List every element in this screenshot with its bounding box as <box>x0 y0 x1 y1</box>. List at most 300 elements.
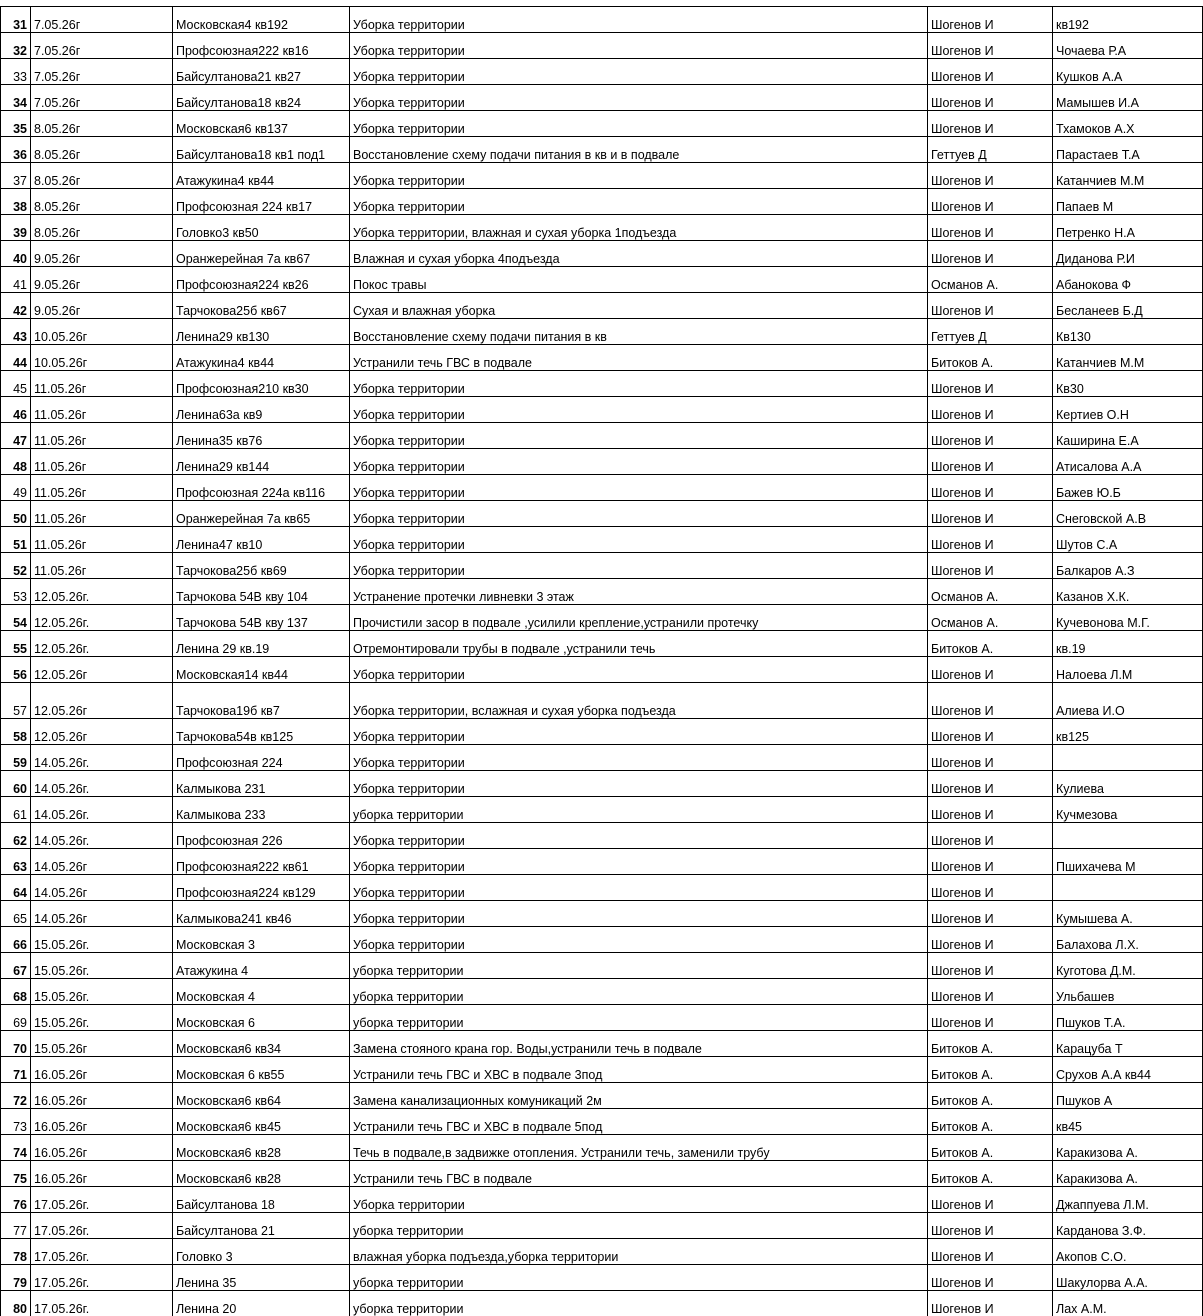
date-cell[interactable]: 14.05.26г <box>31 849 173 875</box>
resident-cell[interactable]: Кучевонова М.Г. <box>1053 605 1203 631</box>
date-cell[interactable]: 12.05.26г <box>31 719 173 745</box>
address-cell[interactable]: Тарчокова25б кв69 <box>173 553 350 579</box>
row-number-cell[interactable]: 77 <box>1 1213 31 1239</box>
work-description-cell[interactable]: Уборка территории <box>350 823 928 849</box>
row-number-cell[interactable]: 63 <box>1 849 31 875</box>
date-cell[interactable]: 14.05.26г <box>31 901 173 927</box>
worker-cell[interactable]: Шогенов И <box>928 823 1053 849</box>
resident-cell[interactable]: Кулиева <box>1053 771 1203 797</box>
address-cell[interactable]: Тарчокова25б кв67 <box>173 293 350 319</box>
row-number-cell[interactable]: 78 <box>1 1239 31 1265</box>
work-description-cell[interactable]: Устранили течь ГВС в подвале <box>350 345 928 371</box>
work-description-cell[interactable]: Сухая и влажная уборка <box>350 293 928 319</box>
address-cell[interactable]: Ленина29 кв130 <box>173 319 350 345</box>
address-cell[interactable]: Московская 4 <box>173 979 350 1005</box>
resident-cell[interactable]: Джаппуева Л.М. <box>1053 1187 1203 1213</box>
row-number-cell[interactable]: 64 <box>1 875 31 901</box>
address-cell[interactable]: Ленина 20 <box>173 1291 350 1316</box>
row-number-cell[interactable]: 73 <box>1 1109 31 1135</box>
date-cell[interactable]: 9.05.26г <box>31 241 173 267</box>
row-number-cell[interactable]: 68 <box>1 979 31 1005</box>
date-cell[interactable]: 12.05.26г. <box>31 579 173 605</box>
work-description-cell[interactable]: Течь в подвале,в задвижке отопления. Устранили течь, заменили трубу <box>350 1135 928 1161</box>
row-number-cell[interactable]: 42 <box>1 293 31 319</box>
worker-cell[interactable]: Битоков А. <box>928 631 1053 657</box>
address-cell[interactable]: Московская14 кв44 <box>173 657 350 683</box>
resident-cell[interactable]: Мамышев И.А <box>1053 85 1203 111</box>
row-number-cell[interactable]: 80 <box>1 1291 31 1316</box>
date-cell[interactable]: 15.05.26г. <box>31 927 173 953</box>
date-cell[interactable]: 16.05.26г <box>31 1109 173 1135</box>
address-cell[interactable]: Калмыкова 231 <box>173 771 350 797</box>
worker-cell[interactable]: Шогенов И <box>928 397 1053 423</box>
address-cell[interactable]: Московская6 кв137 <box>173 111 350 137</box>
worker-cell[interactable]: Шогенов И <box>928 527 1053 553</box>
resident-cell[interactable]: Петренко Н.А <box>1053 215 1203 241</box>
date-cell[interactable]: 15.05.26г <box>31 1031 173 1057</box>
worker-cell[interactable]: Шогенов И <box>928 33 1053 59</box>
resident-cell[interactable]: Снеговской А.В <box>1053 501 1203 527</box>
resident-cell[interactable] <box>1053 745 1203 771</box>
work-description-cell[interactable]: Влажная и сухая уборка 4подъезда <box>350 241 928 267</box>
resident-cell[interactable]: Пшуков А <box>1053 1083 1203 1109</box>
date-cell[interactable]: 7.05.26г <box>31 33 173 59</box>
row-number-cell[interactable]: 31 <box>1 7 31 33</box>
date-cell[interactable]: 16.05.26г <box>31 1135 173 1161</box>
date-cell[interactable]: 11.05.26г <box>31 423 173 449</box>
date-cell[interactable]: 8.05.26г <box>31 137 173 163</box>
worker-cell[interactable]: Битоков А. <box>928 1057 1053 1083</box>
work-description-cell[interactable]: Устранили течь ГВС и ХВС в подвале 3под <box>350 1057 928 1083</box>
resident-cell[interactable]: Алиева И.О <box>1053 683 1203 719</box>
resident-cell[interactable]: кв45 <box>1053 1109 1203 1135</box>
resident-cell[interactable]: Кушков А.А <box>1053 59 1203 85</box>
resident-cell[interactable]: Кучмезова <box>1053 797 1203 823</box>
resident-cell[interactable]: Каширина Е.А <box>1053 423 1203 449</box>
work-description-cell[interactable]: Уборка территории <box>350 745 928 771</box>
row-number-cell[interactable]: 39 <box>1 215 31 241</box>
worker-cell[interactable]: Шогенов И <box>928 293 1053 319</box>
resident-cell[interactable]: Балкаров А.З <box>1053 553 1203 579</box>
work-description-cell[interactable]: Уборка территории <box>350 553 928 579</box>
date-cell[interactable]: 17.05.26г. <box>31 1239 173 1265</box>
resident-cell[interactable]: Чочаева Р.А <box>1053 33 1203 59</box>
address-cell[interactable]: Тарчокова19б кв7 <box>173 683 350 719</box>
worker-cell[interactable]: Шогенов И <box>928 745 1053 771</box>
worker-cell[interactable]: Шогенов И <box>928 449 1053 475</box>
date-cell[interactable]: 17.05.26г. <box>31 1213 173 1239</box>
work-description-cell[interactable]: Восстановление схему подачи питания в кв <box>350 319 928 345</box>
address-cell[interactable]: Профсоюзная222 кв61 <box>173 849 350 875</box>
worker-cell[interactable]: Шогенов И <box>928 241 1053 267</box>
date-cell[interactable]: 8.05.26г <box>31 189 173 215</box>
row-number-cell[interactable]: 58 <box>1 719 31 745</box>
address-cell[interactable]: Калмыкова241 кв46 <box>173 901 350 927</box>
address-cell[interactable]: Московская4 кв192 <box>173 7 350 33</box>
resident-cell[interactable]: Катанчиев М.М <box>1053 163 1203 189</box>
work-description-cell[interactable]: Уборка территории <box>350 59 928 85</box>
address-cell[interactable]: Профсоюзная 224а кв116 <box>173 475 350 501</box>
resident-cell[interactable]: Балахова Л.Х. <box>1053 927 1203 953</box>
work-description-cell[interactable]: Уборка территории <box>350 189 928 215</box>
worker-cell[interactable]: Шогенов И <box>928 1265 1053 1291</box>
resident-cell[interactable] <box>1053 823 1203 849</box>
work-description-cell[interactable]: Замена канализационных комуникаций 2м <box>350 1083 928 1109</box>
address-cell[interactable]: Московская 6 кв55 <box>173 1057 350 1083</box>
work-description-cell[interactable]: Уборка территории <box>350 111 928 137</box>
worker-cell[interactable]: Османов А. <box>928 579 1053 605</box>
worker-cell[interactable]: Шогенов И <box>928 85 1053 111</box>
row-number-cell[interactable]: 33 <box>1 59 31 85</box>
resident-cell[interactable]: кв.19 <box>1053 631 1203 657</box>
worker-cell[interactable]: Шогенов И <box>928 1291 1053 1316</box>
date-cell[interactable]: 17.05.26г. <box>31 1265 173 1291</box>
work-description-cell[interactable]: уборка территории <box>350 979 928 1005</box>
date-cell[interactable]: 8.05.26г <box>31 111 173 137</box>
work-description-cell[interactable]: Устранение протечки ливневки 3 этаж <box>350 579 928 605</box>
date-cell[interactable]: 11.05.26г <box>31 527 173 553</box>
row-number-cell[interactable]: 76 <box>1 1187 31 1213</box>
date-cell[interactable]: 7.05.26г <box>31 7 173 33</box>
work-description-cell[interactable]: уборка территории <box>350 1265 928 1291</box>
worker-cell[interactable]: Шогенов И <box>928 163 1053 189</box>
address-cell[interactable]: Атажукина 4 <box>173 953 350 979</box>
resident-cell[interactable]: Пшихачева М <box>1053 849 1203 875</box>
work-description-cell[interactable]: Уборка территории <box>350 449 928 475</box>
worker-cell[interactable]: Шогенов И <box>928 797 1053 823</box>
resident-cell[interactable]: Карацуба Т <box>1053 1031 1203 1057</box>
date-cell[interactable]: 15.05.26г. <box>31 979 173 1005</box>
work-description-cell[interactable]: уборка территории <box>350 1291 928 1316</box>
work-description-cell[interactable]: уборка территории <box>350 1213 928 1239</box>
worker-cell[interactable]: Шогенов И <box>928 875 1053 901</box>
resident-cell[interactable]: Кумышева А. <box>1053 901 1203 927</box>
row-number-cell[interactable]: 72 <box>1 1083 31 1109</box>
row-number-cell[interactable]: 60 <box>1 771 31 797</box>
row-number-cell[interactable]: 55 <box>1 631 31 657</box>
address-cell[interactable]: Профсоюзная210 кв30 <box>173 371 350 397</box>
work-description-cell[interactable]: уборка территории <box>350 797 928 823</box>
resident-cell[interactable]: Диданова Р.И <box>1053 241 1203 267</box>
row-number-cell[interactable]: 43 <box>1 319 31 345</box>
address-cell[interactable]: Головко3 кв50 <box>173 215 350 241</box>
address-cell[interactable]: Калмыкова 233 <box>173 797 350 823</box>
resident-cell[interactable]: Карданова З.Ф. <box>1053 1213 1203 1239</box>
row-number-cell[interactable]: 56 <box>1 657 31 683</box>
resident-cell[interactable]: Куготова Д.М. <box>1053 953 1203 979</box>
row-number-cell[interactable]: 66 <box>1 927 31 953</box>
address-cell[interactable]: Оранжерейная 7а кв65 <box>173 501 350 527</box>
resident-cell[interactable]: Бесланеев Б.Д <box>1053 293 1203 319</box>
resident-cell[interactable]: Акопов С.О. <box>1053 1239 1203 1265</box>
work-description-cell[interactable]: Устранили течь ГВС в подвале <box>350 1161 928 1187</box>
work-description-cell[interactable]: уборка территории <box>350 953 928 979</box>
worker-cell[interactable]: Османов А. <box>928 267 1053 293</box>
address-cell[interactable]: Атажукина4 кв44 <box>173 345 350 371</box>
row-number-cell[interactable]: 48 <box>1 449 31 475</box>
resident-cell[interactable]: кв192 <box>1053 7 1203 33</box>
resident-cell[interactable]: Ульбашев <box>1053 979 1203 1005</box>
row-number-cell[interactable]: 54 <box>1 605 31 631</box>
address-cell[interactable]: Московская6 кв64 <box>173 1083 350 1109</box>
date-cell[interactable]: 9.05.26г <box>31 293 173 319</box>
worker-cell[interactable]: Геттуев Д <box>928 319 1053 345</box>
address-cell[interactable]: Тарчокова 54В кву 137 <box>173 605 350 631</box>
address-cell[interactable]: Профсоюзная 224 кв17 <box>173 189 350 215</box>
resident-cell[interactable]: Кертиев О.Н <box>1053 397 1203 423</box>
date-cell[interactable]: 11.05.26г <box>31 501 173 527</box>
address-cell[interactable]: Профсоюзная 224 <box>173 745 350 771</box>
row-number-cell[interactable]: 32 <box>1 33 31 59</box>
address-cell[interactable]: Тарчокова 54В кву 104 <box>173 579 350 605</box>
work-description-cell[interactable]: Уборка территории <box>350 371 928 397</box>
worker-cell[interactable]: Шогенов И <box>928 475 1053 501</box>
resident-cell[interactable]: Катанчиев М.М <box>1053 345 1203 371</box>
resident-cell[interactable]: Абанокова Ф <box>1053 267 1203 293</box>
resident-cell[interactable]: Лах А.М. <box>1053 1291 1203 1316</box>
work-description-cell[interactable]: Уборка территории, вслажная и сухая уборка подъезда <box>350 683 928 719</box>
date-cell[interactable]: 12.05.26г. <box>31 631 173 657</box>
date-cell[interactable]: 14.05.26г. <box>31 771 173 797</box>
row-number-cell[interactable]: 62 <box>1 823 31 849</box>
work-description-cell[interactable]: влажная уборка подъезда,уборка территории <box>350 1239 928 1265</box>
row-number-cell[interactable]: 41 <box>1 267 31 293</box>
work-description-cell[interactable]: Уборка территории <box>350 33 928 59</box>
worker-cell[interactable]: Геттуев Д <box>928 137 1053 163</box>
resident-cell[interactable]: Казанов Х.К. <box>1053 579 1203 605</box>
date-cell[interactable]: 14.05.26г. <box>31 823 173 849</box>
resident-cell[interactable]: Парастаев Т.А <box>1053 137 1203 163</box>
work-description-cell[interactable]: Уборка территории <box>350 1187 928 1213</box>
work-description-cell[interactable]: Уборка территории <box>350 397 928 423</box>
date-cell[interactable]: 7.05.26г <box>31 59 173 85</box>
resident-cell[interactable]: Каракизова А. <box>1053 1161 1203 1187</box>
work-description-cell[interactable]: Уборка территории <box>350 85 928 111</box>
row-number-cell[interactable]: 69 <box>1 1005 31 1031</box>
address-cell[interactable]: Байсултанова18 кв1 под1 <box>173 137 350 163</box>
date-cell[interactable]: 15.05.26г. <box>31 1005 173 1031</box>
address-cell[interactable]: Байсултанова18 кв24 <box>173 85 350 111</box>
date-cell[interactable]: 11.05.26г <box>31 397 173 423</box>
row-number-cell[interactable]: 50 <box>1 501 31 527</box>
row-number-cell[interactable]: 74 <box>1 1135 31 1161</box>
date-cell[interactable]: 16.05.26г <box>31 1057 173 1083</box>
address-cell[interactable]: Московская6 кв28 <box>173 1135 350 1161</box>
resident-cell[interactable]: Бажев Ю.Б <box>1053 475 1203 501</box>
resident-cell[interactable]: Папаев М <box>1053 189 1203 215</box>
worker-cell[interactable]: Османов А. <box>928 605 1053 631</box>
address-cell[interactable]: Байсултанова 18 <box>173 1187 350 1213</box>
resident-cell[interactable]: кв125 <box>1053 719 1203 745</box>
worker-cell[interactable]: Шогенов И <box>928 1187 1053 1213</box>
row-number-cell[interactable]: 59 <box>1 745 31 771</box>
date-cell[interactable]: 9.05.26г <box>31 267 173 293</box>
worker-cell[interactable]: Битоков А. <box>928 1161 1053 1187</box>
worker-cell[interactable]: Битоков А. <box>928 1109 1053 1135</box>
date-cell[interactable]: 10.05.26г <box>31 345 173 371</box>
worker-cell[interactable]: Шогенов И <box>928 59 1053 85</box>
address-cell[interactable]: Ленина 35 <box>173 1265 350 1291</box>
resident-cell[interactable]: Шутов С.А <box>1053 527 1203 553</box>
work-description-cell[interactable]: Устранили течь ГВС и ХВС в подвале 5под <box>350 1109 928 1135</box>
date-cell[interactable]: 16.05.26г <box>31 1083 173 1109</box>
work-description-cell[interactable]: Уборка территории <box>350 771 928 797</box>
date-cell[interactable]: 12.05.26г <box>31 683 173 719</box>
row-number-cell[interactable]: 37 <box>1 163 31 189</box>
worker-cell[interactable]: Шогенов И <box>928 215 1053 241</box>
work-description-cell[interactable]: Восстановление схему подачи питания в кв и в подвале <box>350 137 928 163</box>
row-number-cell[interactable]: 65 <box>1 901 31 927</box>
work-description-cell[interactable]: Уборка территории <box>350 475 928 501</box>
work-description-cell[interactable]: Уборка территории <box>350 875 928 901</box>
address-cell[interactable]: Атажукина4 кв44 <box>173 163 350 189</box>
row-number-cell[interactable]: 79 <box>1 1265 31 1291</box>
work-description-cell[interactable]: Уборка территории <box>350 7 928 33</box>
row-number-cell[interactable]: 61 <box>1 797 31 823</box>
row-number-cell[interactable]: 75 <box>1 1161 31 1187</box>
work-description-cell[interactable]: Покос травы <box>350 267 928 293</box>
address-cell[interactable]: Московская6 кв45 <box>173 1109 350 1135</box>
work-description-cell[interactable]: Уборка территории <box>350 527 928 553</box>
date-cell[interactable]: 14.05.26г <box>31 875 173 901</box>
worker-cell[interactable]: Шогенов И <box>928 1239 1053 1265</box>
worker-cell[interactable]: Битоков А. <box>928 1135 1053 1161</box>
worker-cell[interactable]: Шогенов И <box>928 927 1053 953</box>
date-cell[interactable]: 11.05.26г <box>31 449 173 475</box>
resident-cell[interactable]: Срухов А.А кв44 <box>1053 1057 1203 1083</box>
resident-cell[interactable]: Налоева Л.М <box>1053 657 1203 683</box>
resident-cell[interactable]: Кв30 <box>1053 371 1203 397</box>
worker-cell[interactable]: Шогенов И <box>928 371 1053 397</box>
row-number-cell[interactable]: 38 <box>1 189 31 215</box>
worker-cell[interactable]: Шогенов И <box>928 683 1053 719</box>
row-number-cell[interactable]: 52 <box>1 553 31 579</box>
work-description-cell[interactable]: Замена стояного крана гор. Воды,устранили течь в подвале <box>350 1031 928 1057</box>
work-description-cell[interactable]: Уборка территории <box>350 501 928 527</box>
row-number-cell[interactable]: 34 <box>1 85 31 111</box>
date-cell[interactable]: 15.05.26г. <box>31 953 173 979</box>
address-cell[interactable]: Московская 3 <box>173 927 350 953</box>
address-cell[interactable]: Московская6 кв28 <box>173 1161 350 1187</box>
resident-cell[interactable] <box>1053 875 1203 901</box>
resident-cell[interactable]: Атисалова А.А <box>1053 449 1203 475</box>
work-description-cell[interactable]: Уборка территории, влажная и сухая уборка 1подъезда <box>350 215 928 241</box>
date-cell[interactable]: 17.05.26г. <box>31 1187 173 1213</box>
worker-cell[interactable]: Шогенов И <box>928 901 1053 927</box>
worker-cell[interactable]: Битоков А. <box>928 345 1053 371</box>
address-cell[interactable]: Профсоюзная224 кв26 <box>173 267 350 293</box>
address-cell[interactable]: Ленина29 кв144 <box>173 449 350 475</box>
worker-cell[interactable]: Битоков А. <box>928 1031 1053 1057</box>
date-cell[interactable]: 11.05.26г <box>31 475 173 501</box>
address-cell[interactable]: Ленина63а кв9 <box>173 397 350 423</box>
worker-cell[interactable]: Битоков А. <box>928 1083 1053 1109</box>
worker-cell[interactable]: Шогенов И <box>928 849 1053 875</box>
worker-cell[interactable]: Шогенов И <box>928 771 1053 797</box>
date-cell[interactable]: 12.05.26г <box>31 657 173 683</box>
date-cell[interactable]: 8.05.26г <box>31 163 173 189</box>
row-number-cell[interactable]: 35 <box>1 111 31 137</box>
row-number-cell[interactable]: 47 <box>1 423 31 449</box>
work-description-cell[interactable]: Уборка территории <box>350 657 928 683</box>
date-cell[interactable]: 11.05.26г <box>31 553 173 579</box>
address-cell[interactable]: Профсоюзная 226 <box>173 823 350 849</box>
work-description-cell[interactable]: Уборка территории <box>350 719 928 745</box>
address-cell[interactable]: Московская 6 <box>173 1005 350 1031</box>
date-cell[interactable]: 14.05.26г. <box>31 745 173 771</box>
address-cell[interactable]: Профсоюзная224 кв129 <box>173 875 350 901</box>
address-cell[interactable]: Байсултанова 21 <box>173 1213 350 1239</box>
date-cell[interactable]: 16.05.26г <box>31 1161 173 1187</box>
worker-cell[interactable]: Шогенов И <box>928 953 1053 979</box>
resident-cell[interactable]: Шакулорва А.А. <box>1053 1265 1203 1291</box>
resident-cell[interactable]: Тхамоков А.Х <box>1053 111 1203 137</box>
address-cell[interactable]: Головко 3 <box>173 1239 350 1265</box>
work-description-cell[interactable]: Уборка территории <box>350 423 928 449</box>
resident-cell[interactable]: Кв130 <box>1053 319 1203 345</box>
date-cell[interactable]: 14.05.26г. <box>31 797 173 823</box>
row-number-cell[interactable]: 67 <box>1 953 31 979</box>
row-number-cell[interactable]: 49 <box>1 475 31 501</box>
worker-cell[interactable]: Шогенов И <box>928 189 1053 215</box>
worker-cell[interactable]: Шогенов И <box>928 501 1053 527</box>
resident-cell[interactable]: Пшуков Т.А. <box>1053 1005 1203 1031</box>
worker-cell[interactable]: Шогенов И <box>928 1005 1053 1031</box>
date-cell[interactable]: 17.05.26г. <box>31 1291 173 1316</box>
row-number-cell[interactable]: 36 <box>1 137 31 163</box>
work-description-cell[interactable]: Уборка территории <box>350 927 928 953</box>
address-cell[interactable]: Московская6 кв34 <box>173 1031 350 1057</box>
row-number-cell[interactable]: 51 <box>1 527 31 553</box>
row-number-cell[interactable]: 45 <box>1 371 31 397</box>
date-cell[interactable]: 11.05.26г <box>31 371 173 397</box>
worker-cell[interactable]: Шогенов И <box>928 719 1053 745</box>
address-cell[interactable]: Оранжерейная 7а кв67 <box>173 241 350 267</box>
row-number-cell[interactable]: 40 <box>1 241 31 267</box>
row-number-cell[interactable]: 44 <box>1 345 31 371</box>
work-description-cell[interactable]: Прочистили засор в подвале ,усилили крепление,устранили протечку <box>350 605 928 631</box>
resident-cell[interactable]: Каракизова А. <box>1053 1135 1203 1161</box>
date-cell[interactable]: 10.05.26г <box>31 319 173 345</box>
row-number-cell[interactable]: 57 <box>1 683 31 719</box>
work-description-cell[interactable]: Уборка территории <box>350 163 928 189</box>
row-number-cell[interactable]: 70 <box>1 1031 31 1057</box>
date-cell[interactable]: 12.05.26г. <box>31 605 173 631</box>
work-description-cell[interactable]: Отремонтировали трубы в подвале ,устранили течь <box>350 631 928 657</box>
address-cell[interactable]: Ленина35 кв76 <box>173 423 350 449</box>
worker-cell[interactable]: Шогенов И <box>928 1213 1053 1239</box>
work-description-cell[interactable]: уборка территории <box>350 1005 928 1031</box>
address-cell[interactable]: Профсоюзная222 кв16 <box>173 33 350 59</box>
address-cell[interactable]: Ленина 29 кв.19 <box>173 631 350 657</box>
address-cell[interactable]: Тарчокова54в кв125 <box>173 719 350 745</box>
date-cell[interactable]: 8.05.26г <box>31 215 173 241</box>
worker-cell[interactable]: Шогенов И <box>928 423 1053 449</box>
row-number-cell[interactable]: 46 <box>1 397 31 423</box>
row-number-cell[interactable]: 71 <box>1 1057 31 1083</box>
worker-cell[interactable]: Шогенов И <box>928 657 1053 683</box>
worker-cell[interactable]: Шогенов И <box>928 979 1053 1005</box>
work-description-cell[interactable]: Уборка территории <box>350 901 928 927</box>
worker-cell[interactable]: Шогенов И <box>928 111 1053 137</box>
worker-cell[interactable]: Шогенов И <box>928 553 1053 579</box>
work-description-cell[interactable]: Уборка территории <box>350 849 928 875</box>
worker-cell[interactable]: Шогенов И <box>928 7 1053 33</box>
address-cell[interactable]: Ленина47 кв10 <box>173 527 350 553</box>
row-number-cell[interactable]: 53 <box>1 579 31 605</box>
address-cell[interactable]: Байсултанова21 кв27 <box>173 59 350 85</box>
date-cell[interactable]: 7.05.26г <box>31 85 173 111</box>
